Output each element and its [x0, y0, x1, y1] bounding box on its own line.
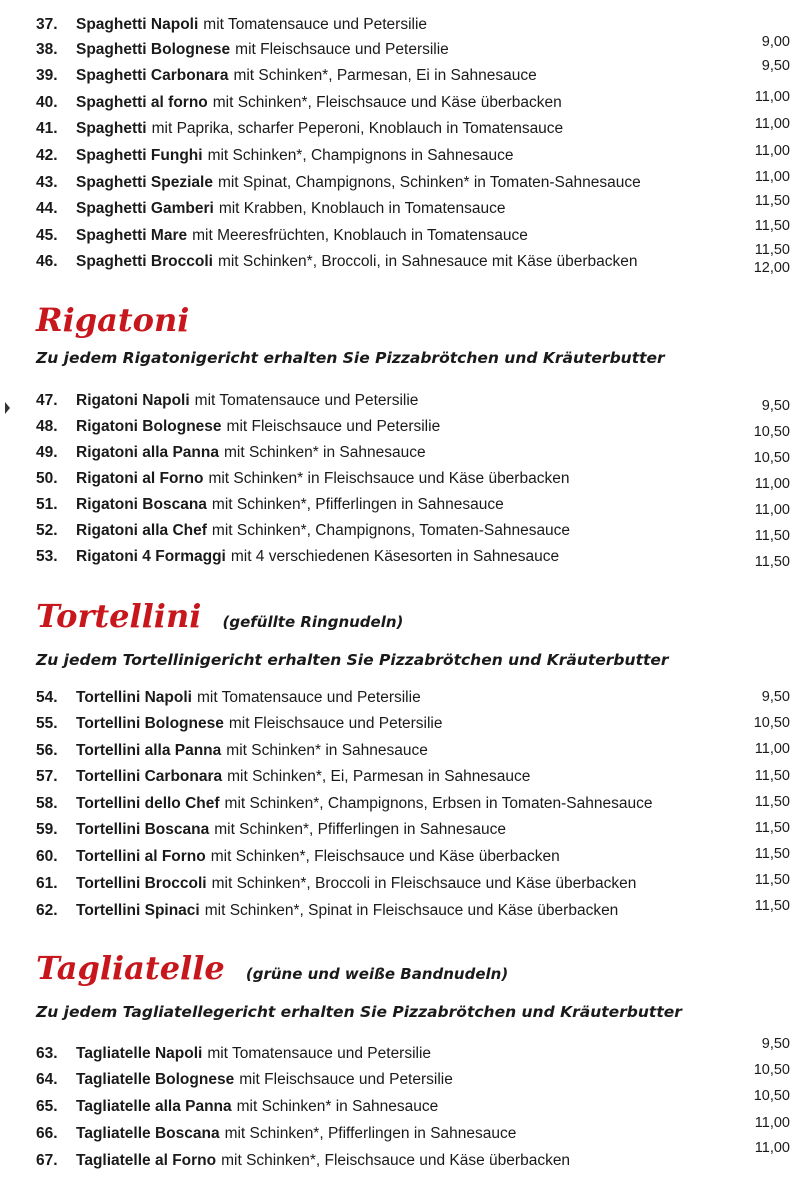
item-name: Rigatoni Bolognese — [76, 418, 222, 435]
menu-item — [36, 818, 790, 842]
item-number: 52. — [36, 522, 58, 539]
item-price: 11,00 — [754, 741, 790, 757]
item-price: 11,00 — [754, 116, 790, 132]
item-name: Tortellini Broccoli — [76, 875, 207, 892]
menu-item — [36, 193, 790, 221]
item-name: Spaghetti Broccoli — [76, 253, 213, 270]
item-name: Rigatoni Napoli — [76, 392, 190, 409]
item-description: mit Schinken* in Sahnesauce — [236, 1098, 439, 1115]
menu-item — [36, 1062, 790, 1092]
item-description: mit Schinken*, Spinat in Fleischsauce und Käse überbacken — [204, 902, 619, 919]
item-price: 10,50 — [753, 424, 790, 440]
menu-item — [36, 899, 790, 923]
menu-item — [36, 545, 790, 569]
item-price: 11,00 — [754, 89, 790, 105]
item-price: 9,00 — [761, 34, 790, 50]
section-title-text: Rigatoni — [36, 301, 190, 339]
section-subtitle: (gefüllte Ringnudeln) — [222, 613, 404, 631]
item-description: mit Tomatensauce und Petersilie — [203, 16, 428, 33]
item-description: mit Paprika, scharfer Peperoni, Knoblauch in Tomatensauce — [151, 120, 564, 137]
item-price: 11,00 — [754, 169, 790, 185]
item-name: Tortellini alla Panna — [76, 742, 222, 759]
item-number: 59. — [36, 821, 58, 838]
item-description: mit Fleischsauce und Petersilie — [235, 41, 449, 58]
item-description: mit Schinken* in Sahnesauce — [223, 444, 426, 461]
menu-item — [36, 1088, 790, 1119]
section-title-text: Tortellini — [36, 597, 202, 635]
menu-item — [36, 58, 790, 88]
item-price: 11,50 — [754, 898, 790, 914]
item-number: 57. — [36, 768, 58, 785]
menu-item-price-extra — [36, 256, 790, 280]
item-name: Spaghetti Bolognese — [76, 41, 231, 58]
item-name: Rigatoni 4 Formaggi — [76, 548, 226, 565]
section-title — [36, 300, 189, 340]
item-number: 64. — [36, 1071, 58, 1088]
item-price: 9,50 — [761, 689, 790, 705]
item-price: 11,00 — [754, 476, 790, 492]
item-description: mit 4 verschiedenen Käsesorten in Sahnesauce — [230, 548, 560, 565]
item-description: mit Fleischsauce und Petersilie — [228, 715, 443, 732]
item-description: mit Schinken*, Champignons, Tomaten-Sahnesauce — [211, 522, 571, 539]
item-number: 47. — [36, 392, 58, 409]
item-name: Rigatoni Boscana — [76, 496, 207, 513]
item-description: mit Meeresfrüchten, Knoblauch in Tomatensauce — [192, 227, 528, 244]
item-number: 40. — [36, 94, 58, 111]
item-description: mit Tomatensauce und Petersilie — [196, 689, 421, 706]
item-number: 37. — [36, 16, 58, 33]
item-number: 50. — [36, 470, 58, 487]
item-description: mit Spinat, Champignons, Schinken* in Tomaten-Sahnesauce — [217, 174, 641, 191]
menu-item — [36, 1036, 790, 1066]
section-title — [36, 596, 403, 642]
item-price: 10,50 — [753, 450, 790, 466]
item-price: 11,50 — [754, 846, 790, 862]
item-description: mit Schinken*, Fleischsauce und Käse überbacken — [212, 94, 562, 111]
item-price: 11,50 — [754, 193, 790, 209]
item-price: 10,50 — [753, 1062, 790, 1078]
item-number: 49. — [36, 444, 58, 461]
item-name: Spaghetti Mare — [76, 227, 188, 244]
menu-item — [36, 91, 790, 115]
section-note: Zu jedem Tagliatellegericht erhalten Sie Pizzabrötchen und Kräuterbutter — [36, 1003, 682, 1021]
menu-item — [36, 765, 790, 789]
item-description: mit Schinken* in Fleischsauce und Käse überbacken — [208, 470, 570, 487]
item-number: 55. — [36, 715, 58, 732]
item-name: Spaghetti al forno — [76, 94, 208, 111]
item-number: 46. — [36, 253, 58, 270]
section-note: Zu jedem Tortellinigericht erhalten Sie Pizzabrötchen und Kräuterbutter — [36, 651, 669, 669]
item-name: Tortellini Carbonara — [76, 768, 223, 785]
item-name: Tortellini Boscana — [76, 821, 210, 838]
item-name: Tortellini dello Chef — [76, 795, 220, 812]
item-name: Tortellini Bolognese — [76, 715, 224, 732]
section-subtitle: (grüne und weiße Bandnudeln) — [245, 965, 509, 983]
menu-item — [36, 218, 790, 248]
page-mark — [5, 402, 10, 414]
item-number: 60. — [36, 848, 58, 865]
item-description: mit Schinken*, Broccoli in Fleischsauce und Käse überbacken — [211, 875, 637, 892]
item-name: Spaghetti Funghi — [76, 147, 203, 164]
item-description: mit Schinken*, Champignons, Erbsen in Tomaten-Sahnesauce — [224, 795, 653, 812]
item-number: 66. — [36, 1125, 58, 1142]
item-name: Spaghetti Napoli — [76, 16, 199, 33]
item-number: 38. — [36, 41, 58, 58]
item-price: 10,50 — [753, 1088, 790, 1104]
menu-item — [36, 519, 790, 543]
menu-item — [36, 845, 790, 869]
item-number: 62. — [36, 902, 58, 919]
menu-item — [36, 467, 790, 491]
item-price: 11,50 — [754, 242, 790, 258]
menu-item — [36, 171, 790, 195]
item-number: 58. — [36, 795, 58, 812]
section-title — [36, 948, 508, 994]
item-description: mit Schinken*, Ei, Parmesan in Sahnesauce — [227, 768, 531, 785]
menu-item — [36, 389, 790, 413]
item-number: 42. — [36, 147, 58, 164]
item-name: Rigatoni alla Chef — [76, 522, 207, 539]
menu-item — [36, 13, 790, 37]
item-price: 11,00 — [754, 1115, 790, 1131]
item-description: mit Krabben, Knoblauch in Tomatensauce — [218, 200, 506, 217]
item-price: 11,50 — [754, 820, 790, 836]
item-description: mit Fleischsauce und Petersilie — [226, 418, 441, 435]
item-price: 9,50 — [761, 1036, 790, 1052]
item-price: 12,00 — [753, 260, 790, 276]
item-name: Tagliatelle alla Panna — [76, 1098, 232, 1115]
item-name: Tagliatelle al Forno — [76, 1152, 217, 1169]
item-description: mit Schinken*, Champignons in Sahnesauce — [207, 147, 514, 164]
menu-item — [36, 712, 790, 736]
item-name: Tortellini al Forno — [76, 848, 206, 865]
item-number: 67. — [36, 1152, 58, 1169]
item-name: Spaghetti Speziale — [76, 174, 213, 191]
menu-item — [36, 872, 790, 896]
menu-item — [36, 1140, 790, 1173]
menu-item — [36, 117, 790, 141]
item-description: mit Schinken*, Broccoli, in Sahnesauce mit Käse überbacken — [217, 253, 638, 270]
item-description: mit Schinken*, Fleischsauce und Käse überbacken — [221, 1152, 571, 1169]
item-name: Spaghetti — [76, 120, 147, 137]
item-description: mit Schinken*, Parmesan, Ei in Sahnesauce — [233, 67, 537, 84]
item-name: Tortellini Spinaci — [76, 902, 200, 919]
item-price: 10,50 — [753, 715, 790, 731]
menu-item — [36, 415, 790, 439]
section-note: Zu jedem Rigatonigericht erhalten Sie Pizzabrötchen und Kräuterbutter — [36, 349, 665, 367]
menu-item — [36, 739, 790, 763]
item-price: 11,50 — [754, 794, 790, 810]
item-name: Spaghetti Gamberi — [76, 200, 214, 217]
item-number: 43. — [36, 174, 58, 191]
item-number: 61. — [36, 875, 58, 892]
menu-item — [36, 1115, 790, 1146]
item-price: 11,00 — [754, 502, 790, 518]
item-number: 56. — [36, 742, 58, 759]
item-name: Rigatoni al Forno — [76, 470, 204, 487]
section-title-text: Tagliatelle — [36, 949, 225, 987]
item-name: Tortellini Napoli — [76, 689, 192, 706]
item-price: 9,50 — [761, 398, 790, 414]
item-number: 63. — [36, 1045, 58, 1062]
item-number: 54. — [36, 689, 58, 706]
item-name: Tagliatelle Bolognese — [76, 1071, 235, 1088]
menu-item — [36, 493, 790, 517]
item-description: mit Schinken*, Pfifferlingen in Sahnesauce — [211, 496, 504, 513]
menu-item — [36, 34, 790, 62]
menu-item — [36, 792, 790, 816]
item-number: 51. — [36, 496, 58, 513]
item-description: mit Schinken*, Fleischsauce und Käse überbacken — [210, 848, 560, 865]
item-price: 11,50 — [754, 218, 790, 234]
item-price: 11,50 — [754, 768, 790, 784]
menu-item — [36, 144, 790, 168]
item-number: 65. — [36, 1098, 58, 1115]
item-description: mit Schinken*, Pfifferlingen in Sahnesauce — [224, 1125, 517, 1142]
item-description: mit Tomatensauce und Petersilie — [194, 392, 419, 409]
item-name: Tagliatelle Napoli — [76, 1045, 203, 1062]
item-number: 39. — [36, 67, 58, 84]
item-number: 41. — [36, 120, 58, 137]
item-price: 11,50 — [754, 872, 790, 888]
item-description: mit Tomatensauce und Petersilie — [207, 1045, 432, 1062]
item-number: 44. — [36, 200, 58, 217]
item-price: 11,50 — [754, 528, 790, 544]
item-description: mit Schinken* in Sahnesauce — [226, 742, 428, 759]
item-description: mit Fleischsauce und Petersilie — [239, 1071, 453, 1088]
item-price: 11,00 — [754, 1140, 790, 1156]
item-name: Rigatoni alla Panna — [76, 444, 219, 461]
item-name: Tagliatelle Boscana — [76, 1125, 220, 1142]
item-price: 11,50 — [754, 554, 790, 570]
item-number: 48. — [36, 418, 58, 435]
item-description: mit Schinken*, Pfifferlingen in Sahnesauce — [214, 821, 507, 838]
item-number: 53. — [36, 548, 58, 565]
menu-item — [36, 441, 790, 465]
item-price: 11,00 — [754, 143, 790, 159]
item-number: 45. — [36, 227, 58, 244]
item-price: 9,50 — [761, 58, 790, 74]
item-name: Spaghetti Carbonara — [76, 67, 229, 84]
menu-item — [36, 686, 790, 710]
